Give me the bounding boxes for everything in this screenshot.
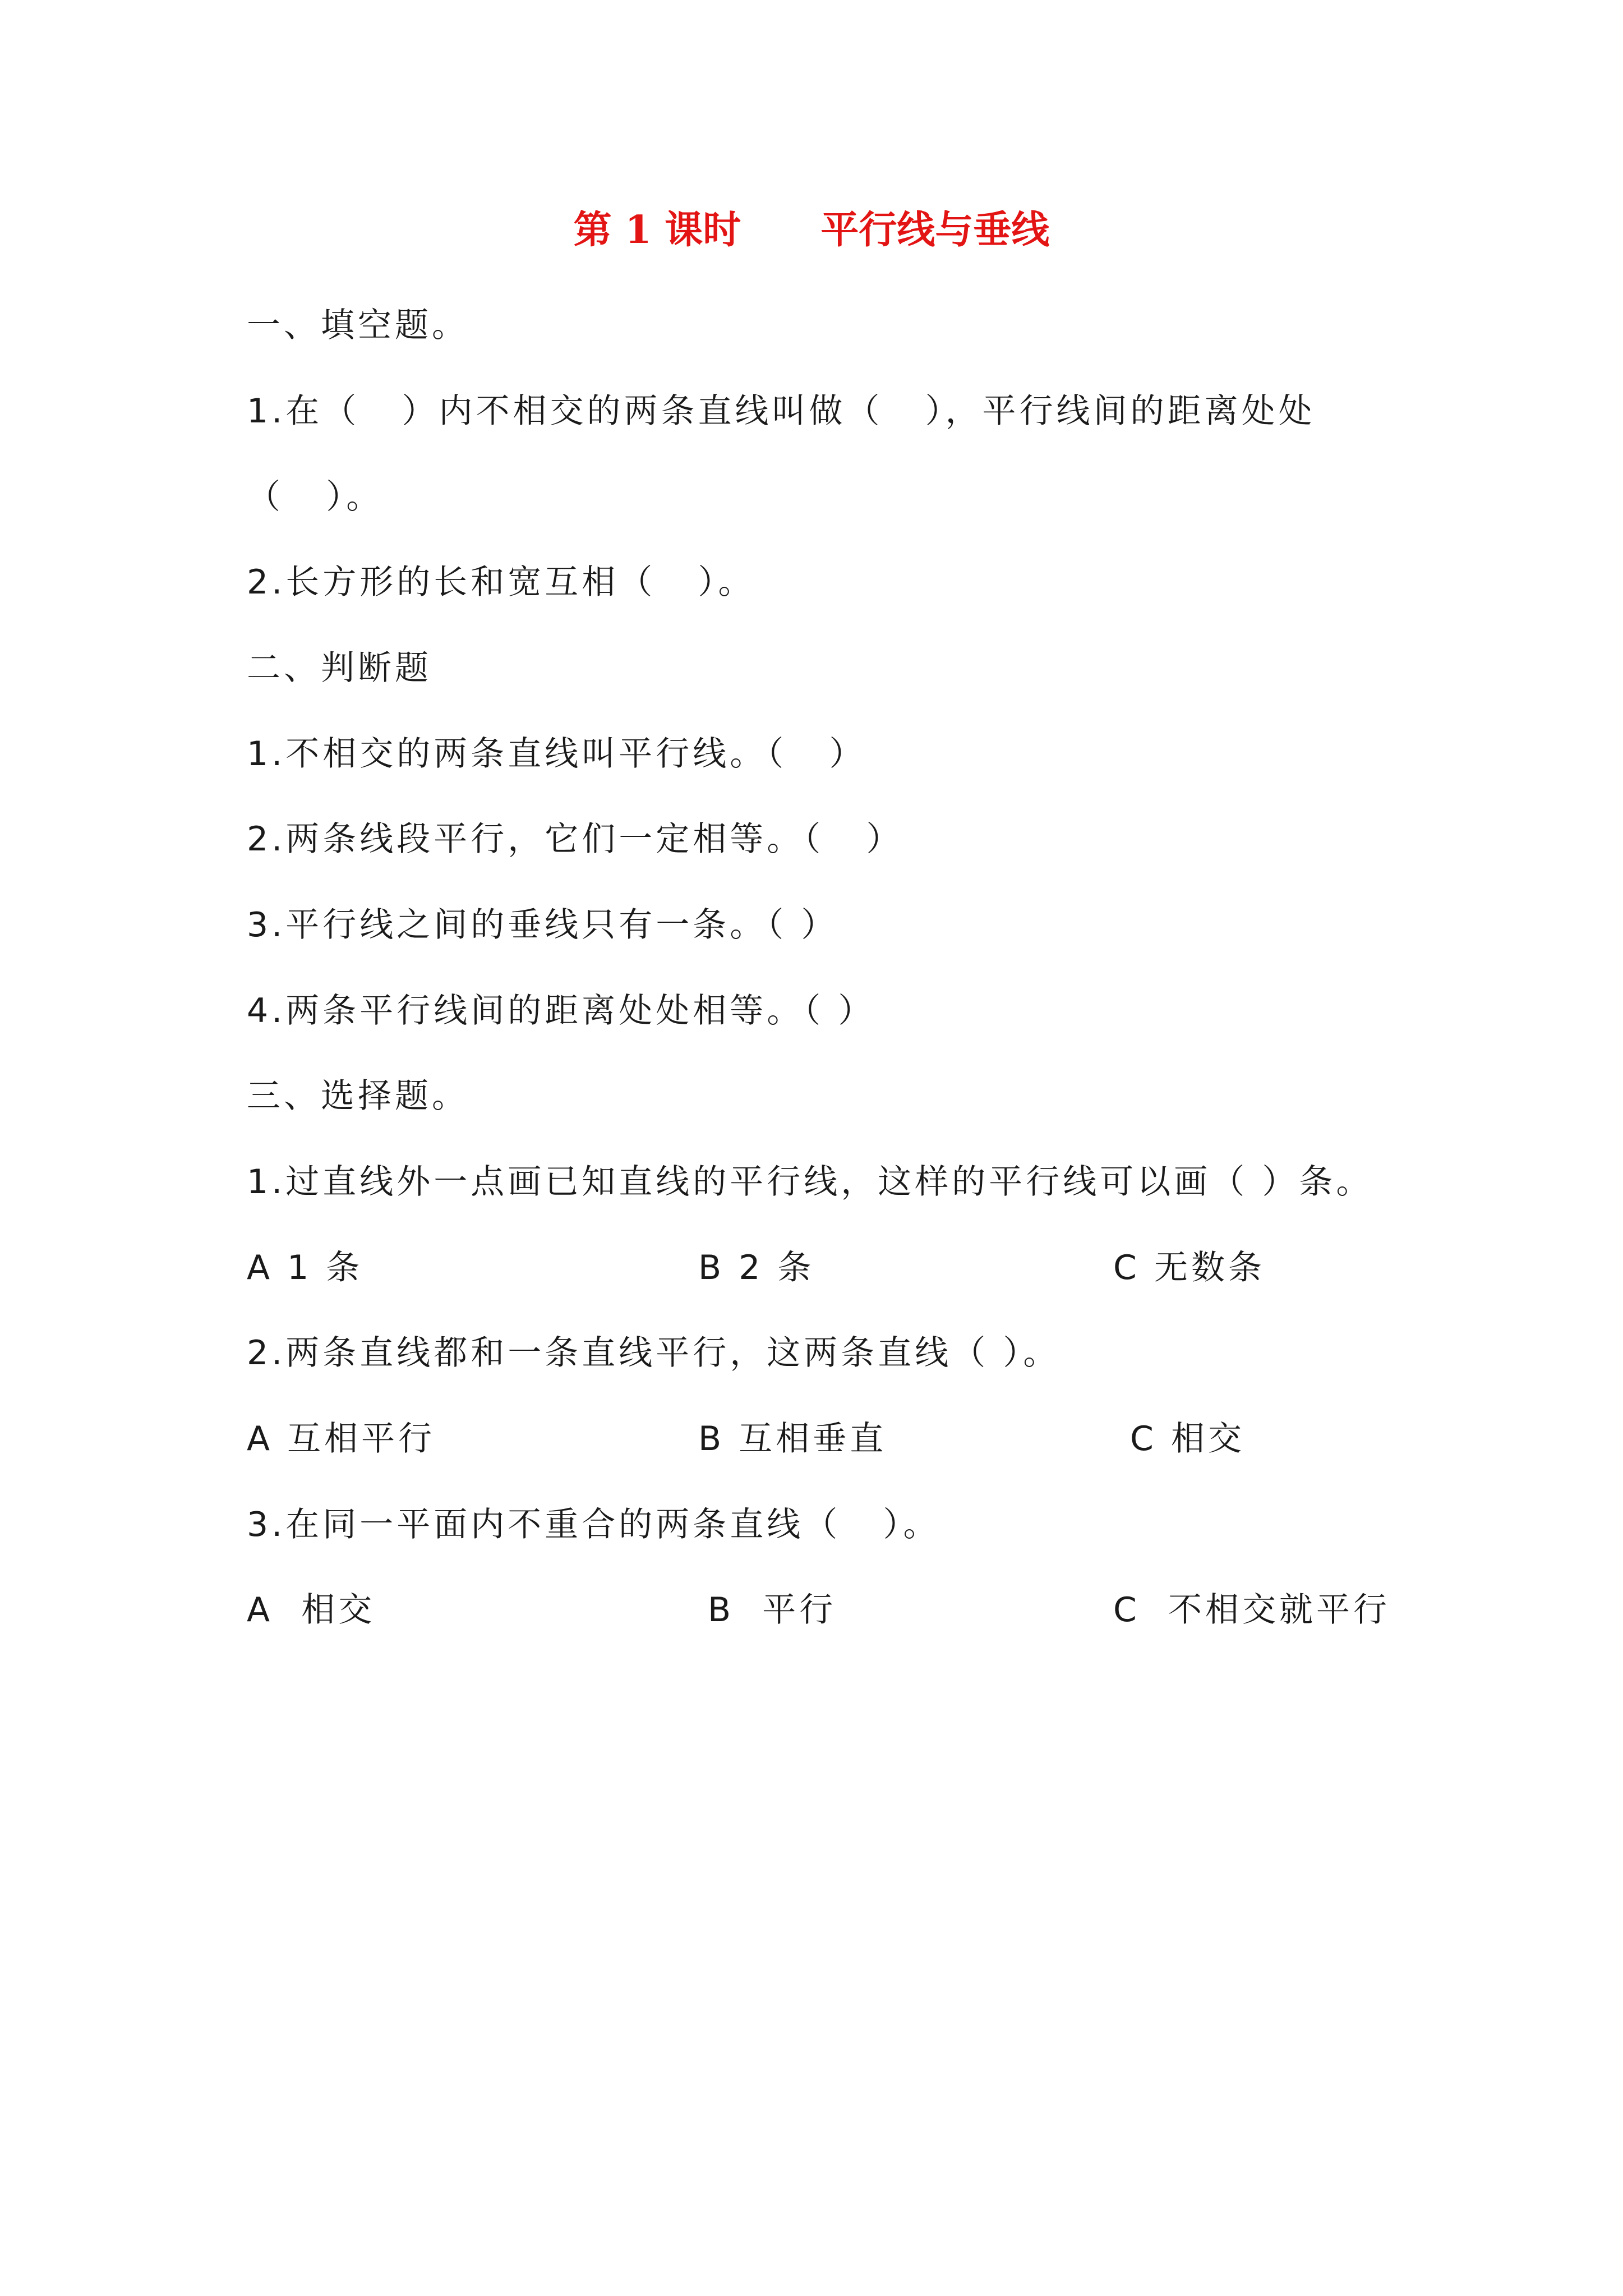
choice-question-3-option-a: A 相交	[247, 1590, 376, 1630]
true-false-question-2: 2.两条线段平行，它们一定相等。（ ）	[247, 820, 903, 859]
choice-question-1-option-b: B 2 条	[698, 1248, 815, 1287]
page-title: 第 1 课时 平行线与垂线	[573, 208, 1050, 252]
fill-blank-question-1-line-2: （ ）。	[247, 477, 384, 517]
choice-question-2-option-b: B 互相垂直	[698, 1419, 887, 1458]
choice-question-1: 1.过直线外一点画已知直线的平行线，这样的平行线可以画（ ）条。	[247, 1162, 1373, 1202]
true-false-question-4: 4.两条平行线间的距离处处相等。（ ）	[247, 991, 875, 1030]
true-false-question-3: 3.平行线之间的垂线只有一条。（ ）	[247, 905, 838, 945]
choice-question-3-option-c: C 不相交就平行	[1113, 1590, 1391, 1630]
choice-question-3: 3.在同一平面内不重合的两条直线（ ）。	[247, 1505, 940, 1544]
section-heading-multiple-choice: 三、选择题。	[247, 1076, 469, 1116]
fill-blank-question-1-line-1: 1.在（ ）内不相交的两条直线叫做（ ），平行线间的距离处处	[247, 392, 1316, 431]
choice-question-1-option-a: A 1 条	[247, 1248, 363, 1287]
choice-question-3-option-b: B 平行	[708, 1590, 837, 1630]
choice-question-1-option-c: C 无数条	[1113, 1248, 1265, 1287]
choice-question-2: 2.两条直线都和一条直线平行，这两条直线（ ）。	[247, 1333, 1061, 1373]
choice-question-2-option-a: A 互相平行	[247, 1419, 436, 1458]
section-heading-true-false: 二、判断题	[247, 648, 432, 688]
true-false-question-1: 1.不相交的两条直线叫平行线。（ ）	[247, 734, 866, 774]
section-heading-fill-blank: 一、填空题。	[247, 306, 469, 345]
choice-question-2-option-c: C 相交	[1130, 1419, 1245, 1458]
fill-blank-question-2: 2.长方形的长和宽互相（ ）。	[247, 563, 755, 602]
